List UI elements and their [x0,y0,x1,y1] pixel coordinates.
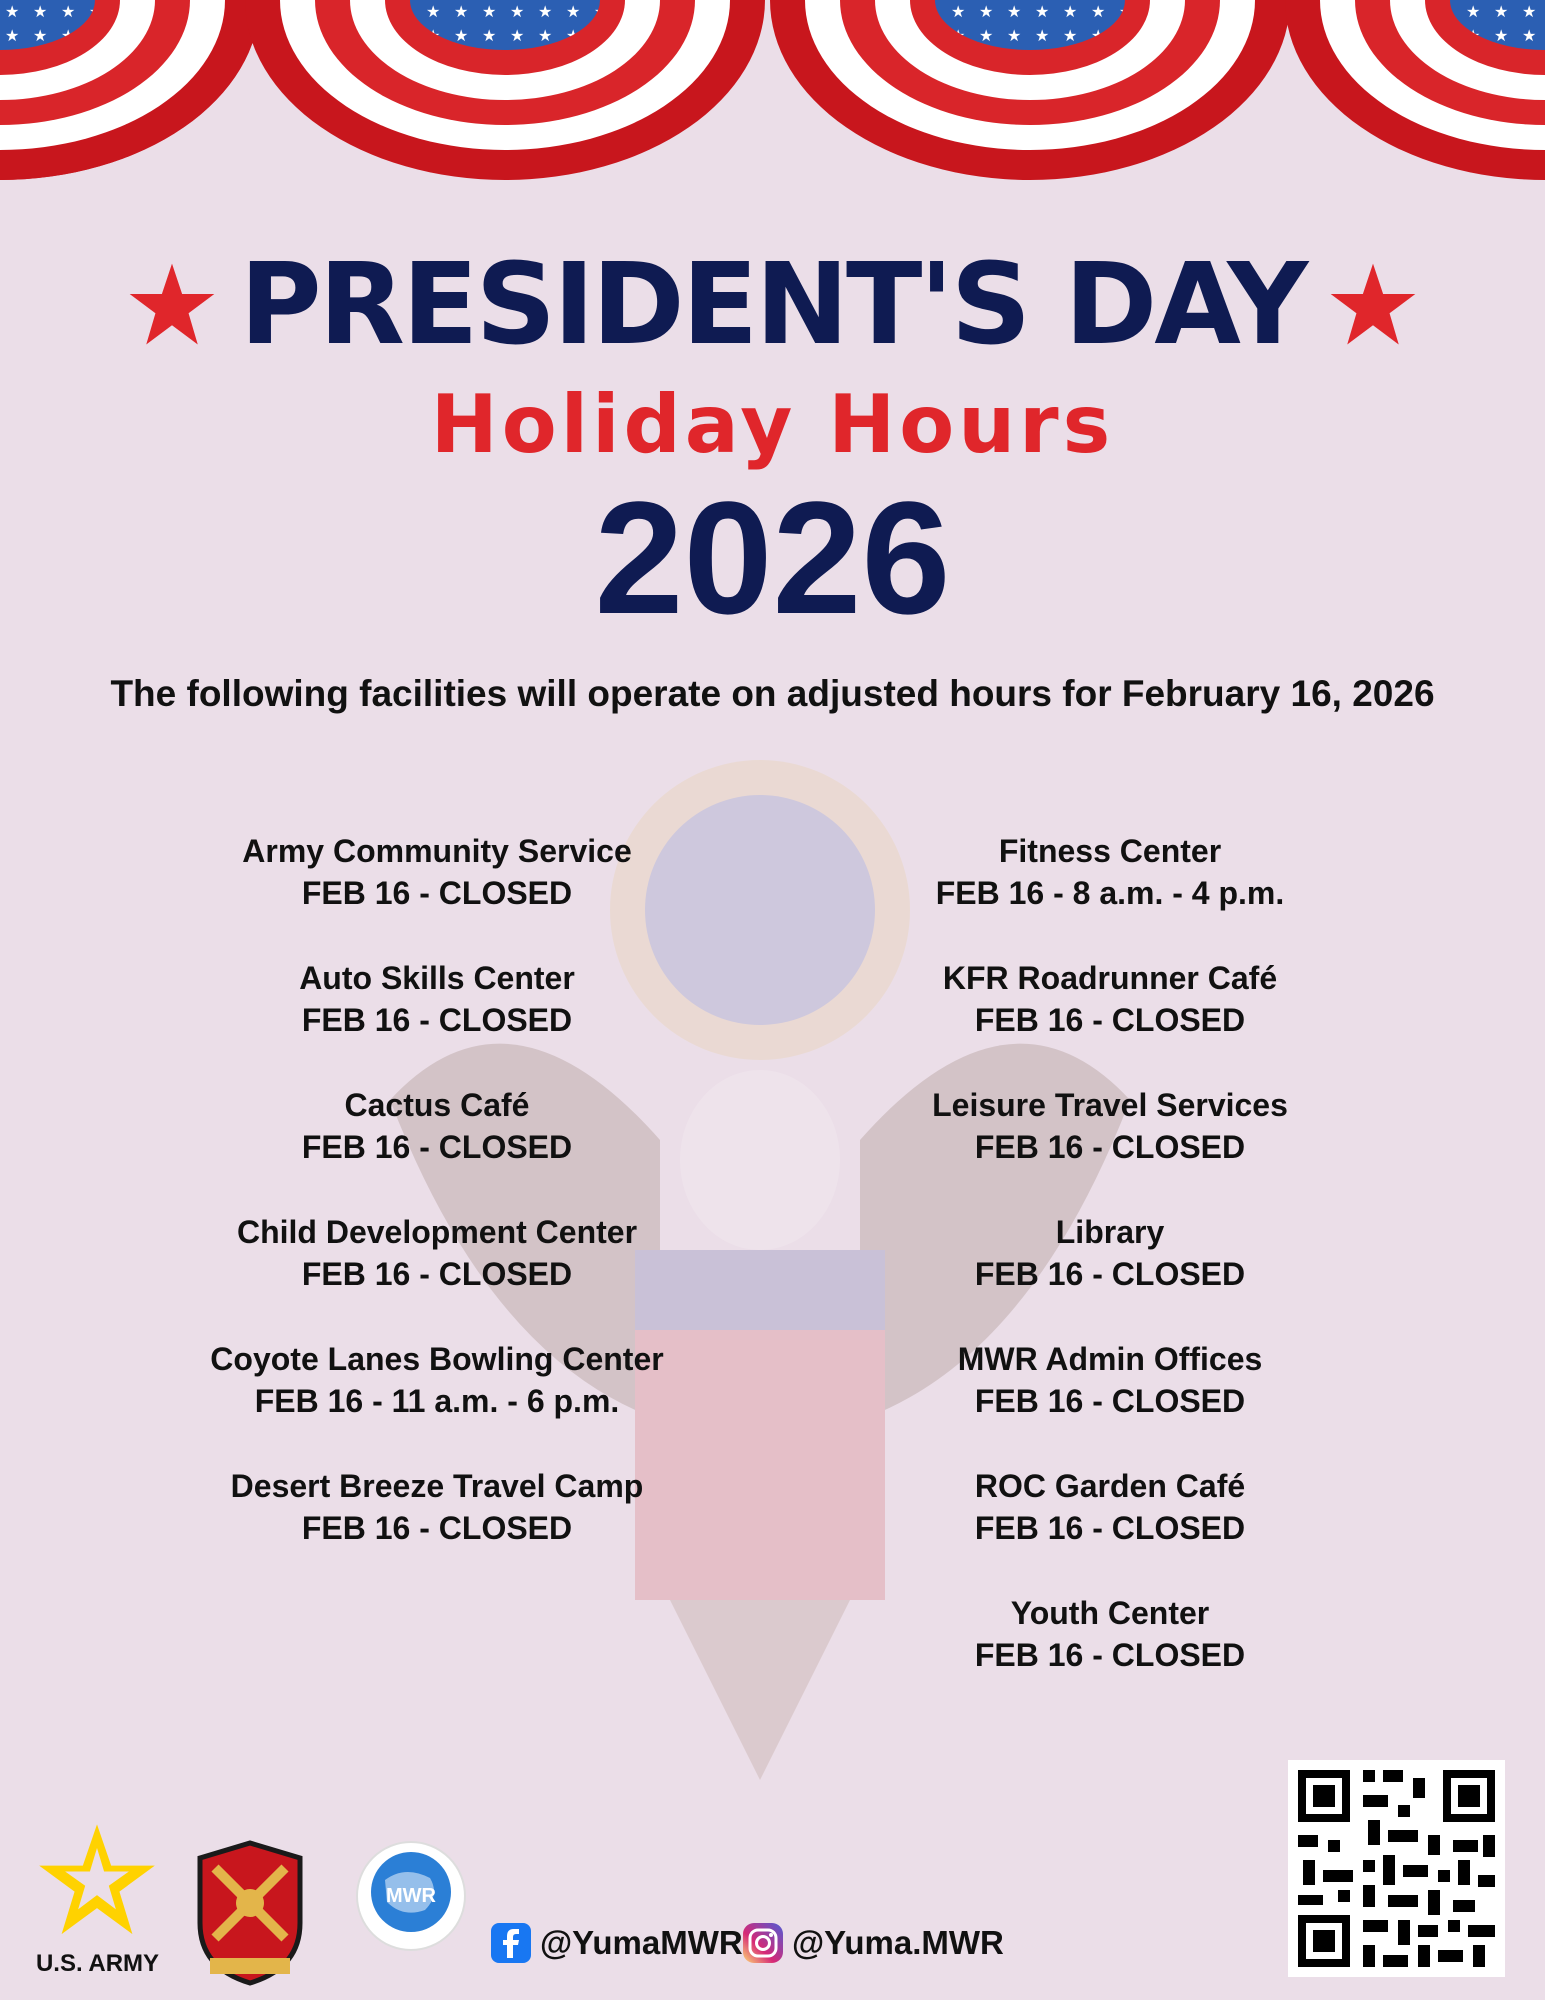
instagram-social[interactable] [742,1918,1004,1968]
facility-item [157,830,717,957]
instagram-handle[interactable]: @Yuma.MWR [792,1924,1004,1961]
facility-name: Cactus Café [344,1087,530,1123]
facility-hours: FEB 16 - CLOSED [974,1510,1246,1546]
facility-name: Army Community Service [242,833,632,869]
facility-list-left [157,830,717,1592]
year: 2026 [594,468,951,647]
facility-name: Coyote Lanes Bowling Center [210,1341,664,1377]
bunting-decoration [0,0,1545,190]
svg-text:MWR: MWR [386,1885,436,1907]
instagram-icon [742,1922,784,1964]
army-logo [30,1822,165,1982]
facility-item [830,1211,1390,1338]
facility-hours: FEB 16 - CLOSED [301,1256,573,1292]
facility-item [830,1084,1390,1211]
facility-item [830,830,1390,957]
facility-hours: FEB 16 - 8 a.m. - 4 p.m. [935,875,1285,911]
unit-crest-logo [185,1838,315,1988]
facility-name: Youth Center [1010,1595,1210,1631]
facility-name: ROC Garden Café [974,1468,1246,1504]
facility-name: Child Development Center [236,1214,638,1250]
facility-item [157,957,717,1084]
facebook-handle[interactable]: @YumaMWR [540,1924,743,1961]
facility-name: Library [1055,1214,1165,1250]
facility-hours: FEB 16 - CLOSED [974,1129,1246,1165]
facility-hours: FEB 16 - CLOSED [974,1256,1246,1292]
facility-hours: FEB 16 - CLOSED [974,1002,1246,1038]
subtitle: Holiday Hours [430,378,1115,471]
facility-hours: FEB 16 - CLOSED [974,1383,1246,1419]
facility-hours: FEB 16 - CLOSED [974,1637,1246,1673]
star-icon [1327,259,1419,351]
facility-item [830,1338,1390,1465]
facility-list-right [830,830,1390,1719]
notice-text: The following facilities will operate on adjusted hours for February 16, 2026 [110,673,1435,714]
facility-item [157,1211,717,1338]
facility-item [830,1465,1390,1592]
facility-name: Desert Breeze Travel Camp [230,1468,644,1504]
facility-name: Auto Skills Center [299,960,575,996]
facility-item [830,1592,1390,1719]
facility-hours: FEB 16 - 11 a.m. - 6 p.m. [254,1383,620,1419]
facebook-icon [490,1922,532,1964]
facility-name: KFR Roadrunner Café [942,960,1278,996]
facility-item [157,1338,717,1465]
facility-name: Fitness Center [998,833,1222,869]
facility-hours: FEB 16 - CLOSED [301,1510,573,1546]
qr-code[interactable] [1288,1760,1505,1977]
facility-item [157,1465,717,1592]
facility-hours: FEB 16 - CLOSED [301,1129,573,1165]
title-row [0,240,1545,370]
army-star-icon [36,1822,158,1940]
page-title: PRESIDENT'S DAY [239,240,1306,370]
facility-item [830,957,1390,1084]
army-label: U.S. ARMY [35,1950,160,1977]
facility-hours: FEB 16 - CLOSED [301,1002,573,1038]
facility-hours: FEB 16 - CLOSED [301,875,573,911]
facility-name: Leisure Travel Services [932,1087,1288,1123]
facebook-social[interactable] [490,1918,743,1968]
facility-name: MWR Admin Offices [957,1341,1263,1377]
army-mwr-logo [355,1840,467,1952]
star-icon [126,259,218,351]
facility-item [157,1084,717,1211]
